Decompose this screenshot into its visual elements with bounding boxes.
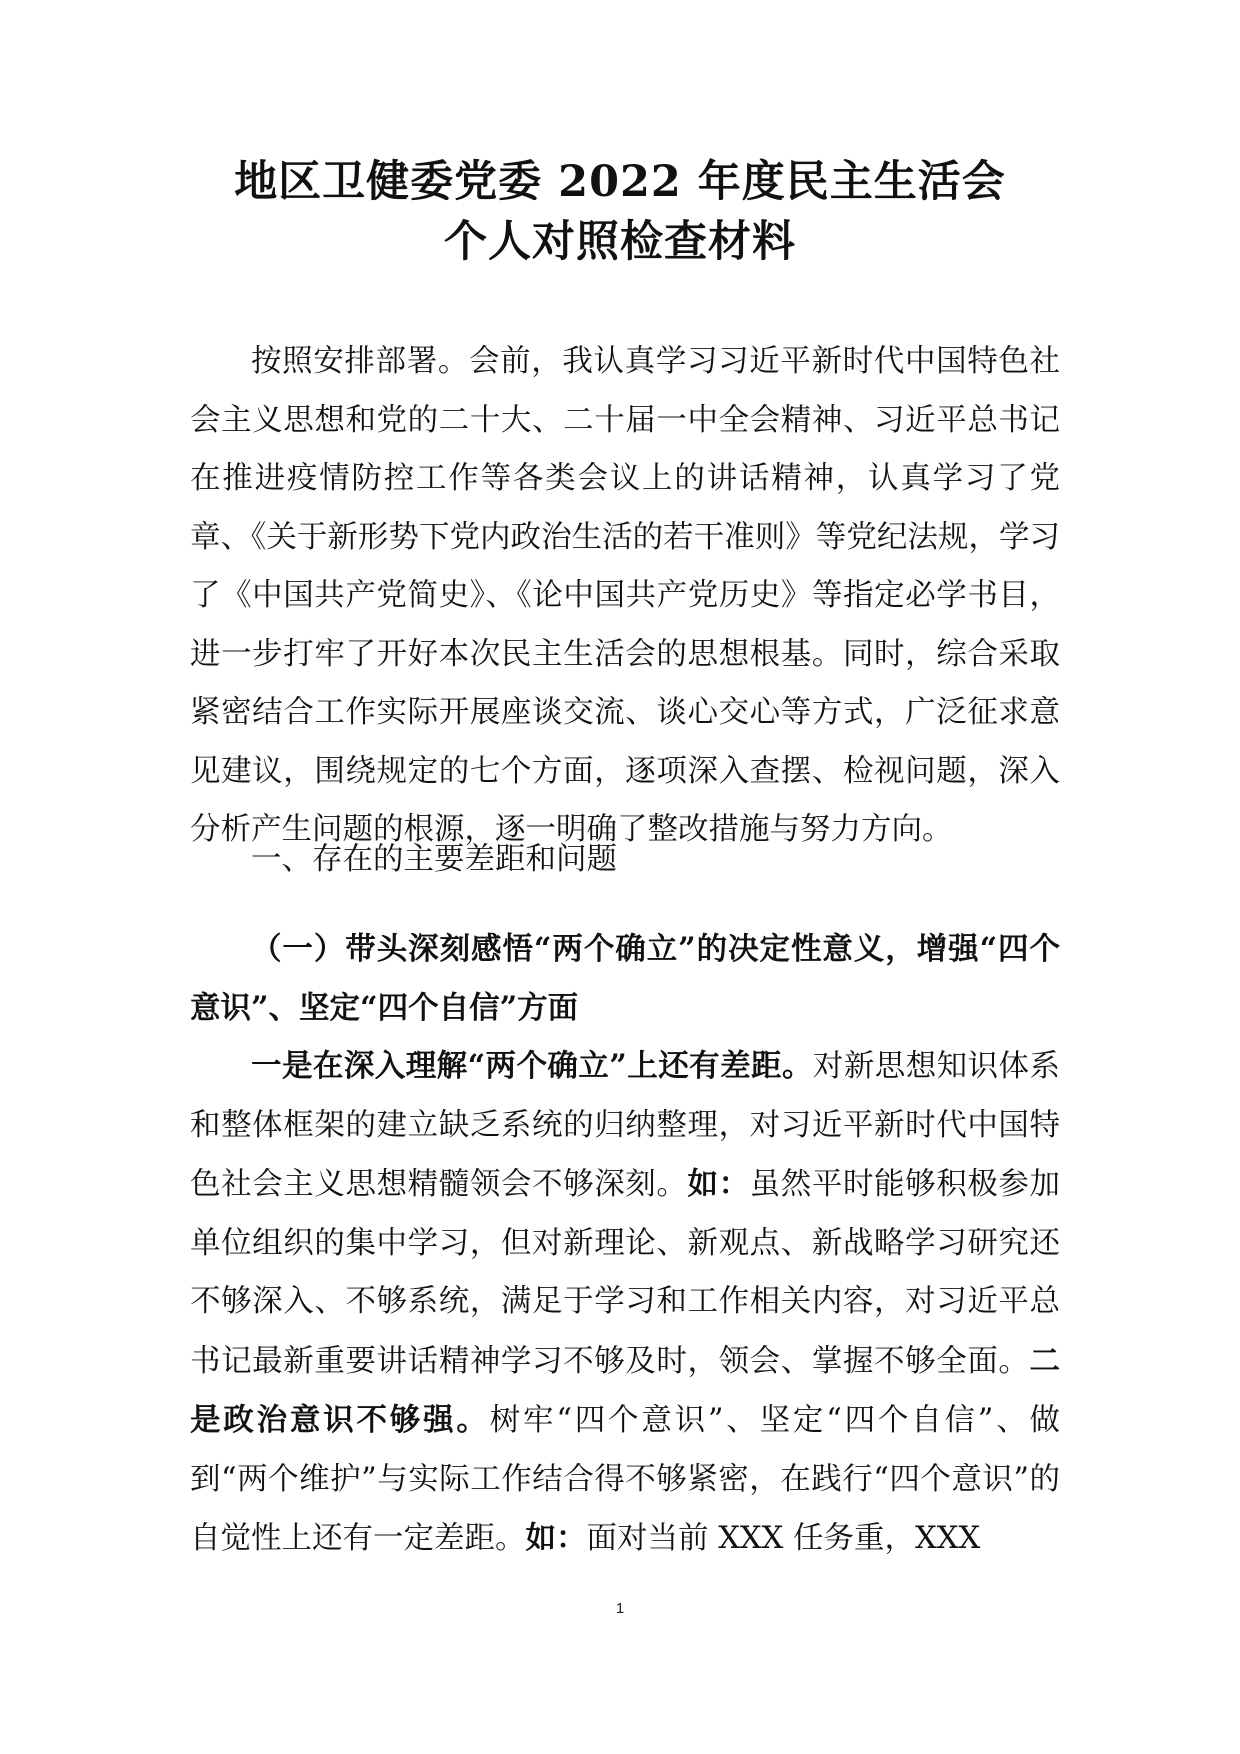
document-title-line-1: 地区卫健委党委 2022 年度民主生活会	[234, 157, 1006, 207]
intro-paragraph: 按照安排部署。会前，我认真学习习近平新时代中国特色社会主义思想和党的二十大、二十届一中全会精神、习近平总书记在推进疫情防控工作等各类会议上的讲话精神，认真学习了党章、《关于新形势下党内政治生活的若干准则》等党纪法规，学习了《中国共产党简史》、《论中国共产党历史》等指定必学书目，进一步打牢了开好本次民主生活会的思想根基。同时，综合采取紧密结合工作实际开展座谈交流、谈心交心等方式，广泛征求意见建议，围绕规定的七个方面，逐项深入查摆、检视问题，深入分析产生问题的根源，逐一明确了整改措施与努力方向。	[190, 344, 1060, 847]
section-heading-1: 一、存在的主要差距和问题	[251, 842, 617, 877]
point-2-example: 面对当前 XXX 任务重，XXX	[586, 1521, 981, 1556]
point-1-example-label: 如：	[687, 1166, 750, 1202]
point-2-text: 树牢“四个意识”、坚定“四个自信”、做到“两个维护”与实际工作结合得不够紧密，在践行“四个意识”的自觉性上还有一定差距。	[190, 1403, 1061, 1556]
point-2-example-label: 如：	[525, 1520, 587, 1556]
problems-paragraph	[190, 1037, 1060, 1569]
subsection-heading-1: （一）带头深刻感悟“两个确立”的决定性意义，增强“四个意识”、坚定“四个自信”方面	[190, 931, 1060, 1026]
page-number: 1	[615, 1600, 625, 1617]
point-1-text: 对新思想知识体系和整体框架的建立缺乏系统的归纳整理，对习近平新时代中国特色社会主义思想精髓领会不够深刻。	[190, 1049, 1060, 1202]
point-2-lead: 二是政治意识不够强。	[190, 1342, 1060, 1438]
point-1-example: 虽然平时能够积极参加单位组织的集中学习，但对新理论、新观点、新战略学习研究还不够深入、不够系统，满足于学习和工作相关内容，对习近平总书记最新重要讲话精神学习不够及时，领会、掌握不够全面。	[190, 1167, 1061, 1379]
document-title-line-2: 个人对照检查材料	[444, 217, 796, 267]
point-1-lead: 一是在深入理解“两个确立”上还有差距。	[251, 1048, 813, 1084]
